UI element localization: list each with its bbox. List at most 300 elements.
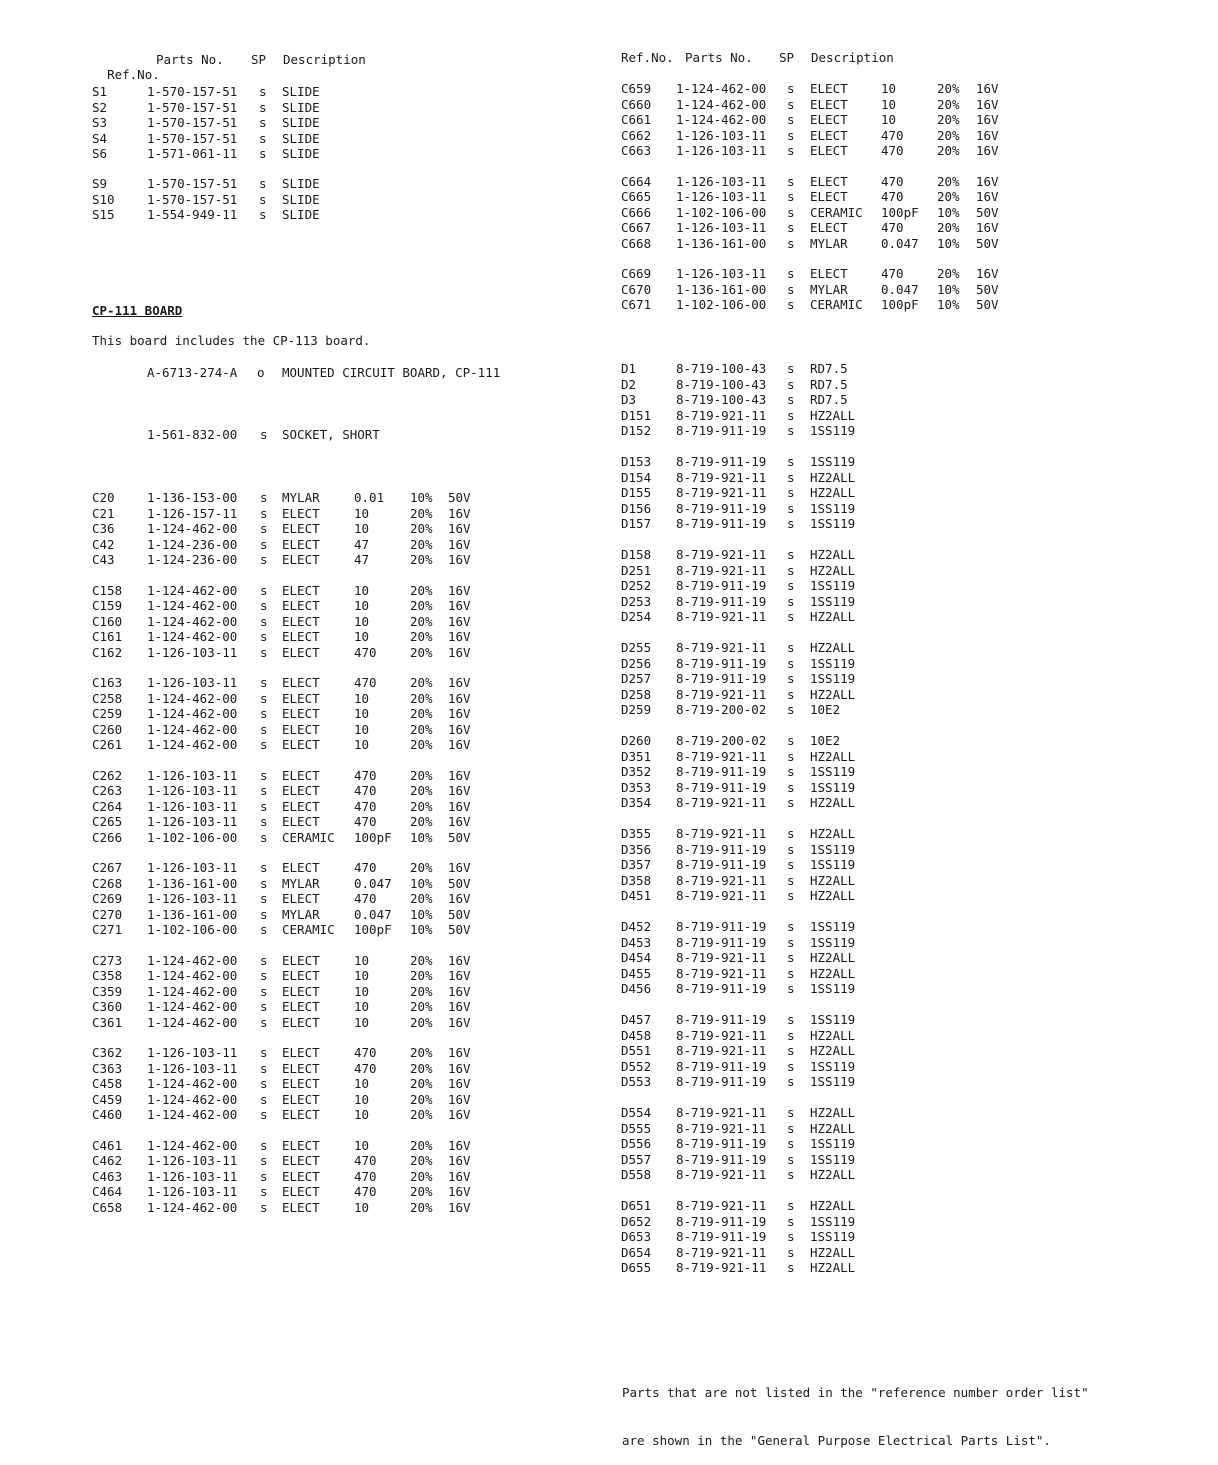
sp: s xyxy=(787,1244,795,1260)
cap-row-c666 xyxy=(621,205,1081,221)
mounted-description: MOUNTED CIRCUIT BOARD, CP-111 xyxy=(282,365,501,380)
ref-no: D552 xyxy=(621,1058,652,1074)
value: 10 xyxy=(354,690,370,706)
sp: s xyxy=(787,469,795,485)
parts-no: 1-126-103-11 xyxy=(147,814,238,829)
parts-no: 1-102-106-00 xyxy=(676,297,767,312)
ref-no: C158 xyxy=(92,582,123,598)
parts-no: 8-719-911-19 xyxy=(676,764,767,779)
sp: s xyxy=(787,981,795,996)
voltage: 16V xyxy=(448,505,471,521)
ref-no: D351 xyxy=(621,748,652,764)
cap-row-c267 xyxy=(92,860,552,876)
ref-no: C462 xyxy=(92,1153,123,1168)
diode-row-d3 xyxy=(621,392,1081,408)
description: HZ2ALL xyxy=(810,1120,856,1136)
ref-no: D158 xyxy=(621,547,652,562)
sp: s xyxy=(260,1045,268,1060)
value: 470 xyxy=(354,783,377,798)
description: HZ2ALL xyxy=(810,1198,856,1213)
description: ELECT xyxy=(282,1184,320,1199)
value: 470 xyxy=(354,1184,377,1199)
footer-note-line-1: Parts that are not listed in the "reference number order list" xyxy=(622,1385,1089,1400)
voltage: 16V xyxy=(448,1060,471,1076)
cap-row-c361 xyxy=(92,1015,552,1031)
sp: s xyxy=(787,376,795,392)
description: 1SS119 xyxy=(810,593,856,609)
sp: s xyxy=(787,1058,795,1074)
parts-no: 1-124-462-00 xyxy=(147,629,238,644)
value: 470 xyxy=(354,767,377,783)
parts-no: 1-554-949-11 xyxy=(147,207,238,222)
description: ELECT xyxy=(282,629,320,644)
mounted-board-row xyxy=(147,365,567,381)
tolerance: 20% xyxy=(410,1107,433,1122)
parts-no: 1-126-103-11 xyxy=(676,189,767,204)
sp: s xyxy=(787,1043,795,1058)
parts-no: 1-126-103-11 xyxy=(147,1060,238,1076)
diode-row-d257 xyxy=(621,671,1081,687)
description: HZ2ALL xyxy=(810,609,856,624)
description: ELECT xyxy=(282,644,320,660)
sp: s xyxy=(787,407,795,423)
ref-no: C358 xyxy=(92,968,123,983)
description: RD7.5 xyxy=(810,392,848,407)
parts-no: 8-719-911-19 xyxy=(676,454,767,469)
ref-no: D558 xyxy=(621,1167,652,1182)
value: 10 xyxy=(354,737,370,752)
ref-no: D157 xyxy=(621,516,652,531)
cap-row-c669 xyxy=(621,266,1081,282)
parts-no: 1-124-236-00 xyxy=(147,536,238,552)
cap-row-c667 xyxy=(621,220,1081,236)
parts-no: 8-719-921-11 xyxy=(676,1105,767,1120)
parts-no: 1-124-462-00 xyxy=(147,1091,238,1107)
sp: s xyxy=(787,609,795,624)
parts-no: 1-126-103-11 xyxy=(147,644,238,660)
tolerance: 20% xyxy=(410,1137,433,1153)
tolerance: 20% xyxy=(937,96,960,112)
tolerance: 20% xyxy=(937,189,960,204)
parts-no: 1-124-462-00 xyxy=(147,721,238,737)
parts-no: 1-124-462-00 xyxy=(147,737,238,752)
ref-no: D151 xyxy=(621,407,652,423)
description: 1SS119 xyxy=(810,1229,856,1244)
parts-no: 1-124-462-00 xyxy=(147,968,238,983)
diode-row-d255 xyxy=(621,640,1081,656)
parts-no: 8-719-911-19 xyxy=(676,779,767,795)
description: 1SS119 xyxy=(810,1012,856,1027)
sp: s xyxy=(259,130,267,146)
parts-no: 8-719-911-19 xyxy=(676,841,767,857)
value: 470 xyxy=(354,644,377,660)
ref-no: D453 xyxy=(621,934,652,950)
ref-no: C662 xyxy=(621,127,652,143)
cap-row-c273 xyxy=(92,953,552,969)
description: ELECT xyxy=(282,814,320,829)
voltage: 16V xyxy=(448,1199,471,1215)
value: 0.047 xyxy=(881,281,919,297)
cap-row-c264 xyxy=(92,799,552,815)
value: 10 xyxy=(354,1091,370,1107)
description: MYLAR xyxy=(282,490,320,505)
sp: s xyxy=(787,454,795,469)
parts-no: 1-570-157-51 xyxy=(147,84,238,99)
ref-no: D557 xyxy=(621,1151,652,1167)
sp: s xyxy=(260,922,268,937)
description: HZ2ALL xyxy=(810,1260,856,1275)
cap-row-c671 xyxy=(621,297,1081,313)
description: ELECT xyxy=(282,1107,320,1122)
value: 10 xyxy=(354,706,370,721)
voltage: 16V xyxy=(448,706,471,721)
diode-row-d556 xyxy=(621,1136,1081,1152)
ref-no: C163 xyxy=(92,675,123,690)
description: HZ2ALL xyxy=(810,826,856,841)
ref-no: C670 xyxy=(621,281,652,297)
diode-row-d1 xyxy=(621,361,1081,377)
description: 1SS119 xyxy=(810,1058,856,1074)
diode-row-d353 xyxy=(621,780,1081,796)
ref-no: C658 xyxy=(92,1199,123,1215)
description: ELECT xyxy=(282,1060,320,1076)
diode-row-d260 xyxy=(621,733,1081,749)
parts-no: 8-719-911-19 xyxy=(676,1151,767,1167)
sp: s xyxy=(260,814,268,829)
sp: s xyxy=(260,1199,268,1215)
tolerance: 20% xyxy=(410,706,433,721)
ref-no: C43 xyxy=(92,552,115,567)
value: 10 xyxy=(354,1107,370,1122)
description: HZ2ALL xyxy=(810,1105,856,1120)
diode-row-d151 xyxy=(621,408,1081,424)
sp: s xyxy=(259,115,267,130)
ref-no: D1 xyxy=(621,361,637,376)
diode-row-d259 xyxy=(621,702,1081,718)
ref-no: D452 xyxy=(621,919,652,934)
parts-no: 8-719-921-11 xyxy=(676,469,767,485)
ref-no: C264 xyxy=(92,798,123,814)
parts-no: 8-719-921-11 xyxy=(676,1244,767,1260)
sp: s xyxy=(259,99,267,115)
description: MYLAR xyxy=(282,906,320,922)
ref-no: C258 xyxy=(92,690,123,706)
ref-no: C20 xyxy=(92,490,115,505)
right-header-sp: SP xyxy=(779,50,795,65)
tolerance: 20% xyxy=(410,968,433,983)
sp: s xyxy=(787,826,795,841)
ref-no: C271 xyxy=(92,922,123,937)
description: ELECT xyxy=(282,505,320,521)
description: ELECT xyxy=(282,952,320,968)
ref-no: C459 xyxy=(92,1091,123,1107)
cap-row-c36 xyxy=(92,521,552,537)
description: ELECT xyxy=(282,613,320,629)
ref-no: S4 xyxy=(92,130,108,146)
description: HZ2ALL xyxy=(810,1167,856,1182)
diode-row-d154 xyxy=(621,470,1081,486)
ref-no: D256 xyxy=(621,655,652,671)
sp: s xyxy=(260,968,268,983)
ref-no: C42 xyxy=(92,536,115,552)
parts-no: 1-126-103-11 xyxy=(147,1184,238,1199)
description: CERAMIC xyxy=(810,204,863,220)
ref-no: D454 xyxy=(621,950,652,965)
ref-no: D357 xyxy=(621,857,652,872)
parts-no: 8-719-200-02 xyxy=(676,733,767,748)
parts-no: 1-124-462-00 xyxy=(147,706,238,721)
sp: s xyxy=(787,500,795,516)
description: 1SS119 xyxy=(810,779,856,795)
tolerance: 20% xyxy=(410,582,433,598)
sp: s xyxy=(787,485,795,500)
diode-row-d555 xyxy=(621,1121,1081,1137)
description: HZ2ALL xyxy=(810,562,856,578)
description: ELECT xyxy=(282,552,320,567)
left-header-desc: Description xyxy=(283,52,366,67)
parts-no: 1-102-106-00 xyxy=(147,829,238,845)
ref-no: D253 xyxy=(621,593,652,609)
parts-no: 8-719-911-19 xyxy=(676,919,767,934)
description: HZ2ALL xyxy=(810,686,856,702)
description: 10E2 xyxy=(810,733,841,748)
sp: s xyxy=(787,81,795,96)
description: ELECT xyxy=(282,860,320,875)
ref-no: D356 xyxy=(621,841,652,857)
cap-row-c459 xyxy=(92,1092,552,1108)
parts-no: 8-719-100-43 xyxy=(676,376,767,392)
ref-no: D551 xyxy=(621,1043,652,1058)
description: SLIDE xyxy=(282,99,320,115)
sp: s xyxy=(260,1014,268,1030)
value: 100pF xyxy=(354,922,392,937)
sp: s xyxy=(787,795,795,810)
sp: s xyxy=(787,1120,795,1136)
voltage: 50V xyxy=(976,235,999,251)
sp: s xyxy=(260,999,268,1014)
ref-no: C21 xyxy=(92,505,115,521)
sp: s xyxy=(787,1198,795,1213)
description: 1SS119 xyxy=(810,764,856,779)
ref-no: C362 xyxy=(92,1045,123,1060)
value: 10 xyxy=(354,1199,370,1215)
tolerance: 10% xyxy=(410,906,433,922)
description: HZ2ALL xyxy=(810,485,856,500)
parts-no: 1-571-061-11 xyxy=(147,146,238,161)
value: 10 xyxy=(354,721,370,737)
sp: s xyxy=(787,1229,795,1244)
sp: s xyxy=(787,220,795,235)
voltage: 16V xyxy=(448,814,471,829)
sp: s xyxy=(787,919,795,934)
ref-no: C461 xyxy=(92,1137,123,1153)
parts-no: 8-719-911-19 xyxy=(676,934,767,950)
diode-row-d252 xyxy=(621,578,1081,594)
parts-no: 8-719-911-19 xyxy=(676,1229,767,1244)
parts-no: 1-126-103-11 xyxy=(147,783,238,798)
ref-no: D451 xyxy=(621,888,652,903)
diode-row-d651 xyxy=(621,1198,1081,1214)
value: 10 xyxy=(354,999,370,1014)
description: RD7.5 xyxy=(810,361,848,376)
description: SLIDE xyxy=(282,115,320,130)
value: 470 xyxy=(354,798,377,814)
sp: s xyxy=(260,706,268,721)
ref-no: D156 xyxy=(621,500,652,516)
description: 10E2 xyxy=(810,702,841,717)
parts-no: 8-719-100-43 xyxy=(676,392,767,407)
sp: s xyxy=(787,516,795,531)
socket-description: SOCKET, SHORT xyxy=(282,427,380,442)
sp: s xyxy=(260,952,268,968)
ref-no: C160 xyxy=(92,613,123,629)
description: ELECT xyxy=(282,521,320,536)
sp: s xyxy=(787,266,795,281)
sp: s xyxy=(787,702,795,717)
description: SLIDE xyxy=(282,146,320,161)
cap-row-c261 xyxy=(92,737,552,753)
ref-no: D456 xyxy=(621,981,652,996)
sp: s xyxy=(260,690,268,706)
sp: s xyxy=(260,1153,268,1168)
tolerance: 20% xyxy=(410,721,433,737)
description: 1SS119 xyxy=(810,671,856,686)
cap-row-c266 xyxy=(92,830,552,846)
voltage: 16V xyxy=(448,1137,471,1153)
tolerance: 20% xyxy=(410,505,433,521)
tolerance: 10% xyxy=(937,204,960,220)
sp: s xyxy=(260,1076,268,1091)
left-header-sp: SP xyxy=(251,52,267,67)
ref-no: C361 xyxy=(92,1014,123,1030)
sp: s xyxy=(787,888,795,903)
parts-no: 8-719-911-19 xyxy=(676,655,767,671)
diode-row-d557 xyxy=(621,1152,1081,1168)
diode-row-d454 xyxy=(621,950,1081,966)
ref-no: C159 xyxy=(92,598,123,613)
sp: s xyxy=(260,906,268,922)
value: 470 xyxy=(354,1153,377,1168)
ref-no: D353 xyxy=(621,779,652,795)
ref-no: C666 xyxy=(621,204,652,220)
switch-row-s2 xyxy=(92,100,552,116)
tolerance: 20% xyxy=(410,613,433,629)
description: ELECT xyxy=(810,266,848,281)
left-header-ref: Ref.No. xyxy=(107,67,160,82)
voltage: 16V xyxy=(448,798,471,814)
ref-no: C360 xyxy=(92,999,123,1014)
parts-no: 1-126-103-11 xyxy=(147,1153,238,1168)
sp: s xyxy=(787,112,795,127)
cap-row-c659 xyxy=(621,81,1081,97)
ref-no: D553 xyxy=(621,1074,652,1089)
description: SLIDE xyxy=(282,84,320,99)
voltage: 50V xyxy=(976,297,999,312)
cap-row-c260 xyxy=(92,722,552,738)
diode-row-d652 xyxy=(621,1214,1081,1230)
parts-no: 8-719-911-19 xyxy=(676,671,767,686)
sp: s xyxy=(787,779,795,795)
switch-row-s1 xyxy=(92,84,552,100)
parts-no: 1-126-103-11 xyxy=(147,1045,238,1060)
parts-no: 8-719-911-19 xyxy=(676,1136,767,1151)
parts-no: 1-136-161-00 xyxy=(676,235,767,251)
parts-no: 8-719-921-11 xyxy=(676,826,767,841)
parts-no: 8-719-921-11 xyxy=(676,950,767,965)
cap-row-c360 xyxy=(92,999,552,1015)
description: CERAMIC xyxy=(282,829,335,845)
value: 470 xyxy=(354,1060,377,1076)
sp: s xyxy=(259,146,267,161)
tolerance: 20% xyxy=(410,552,433,567)
sp: s xyxy=(260,490,268,505)
description: ELECT xyxy=(282,1137,320,1153)
voltage: 16V xyxy=(448,1014,471,1030)
description: ELECT xyxy=(282,798,320,814)
parts-no: 1-124-462-00 xyxy=(147,999,238,1014)
switch-row-s4 xyxy=(92,131,552,147)
value: 0.047 xyxy=(881,235,919,251)
voltage: 16V xyxy=(976,220,999,235)
parts-no: 1-126-103-11 xyxy=(676,143,767,158)
description: ELECT xyxy=(282,598,320,613)
tolerance: 20% xyxy=(937,266,960,281)
parts-no: 1-136-153-00 xyxy=(147,490,238,505)
sp: s xyxy=(787,547,795,562)
ref-no: C458 xyxy=(92,1076,123,1091)
tolerance: 20% xyxy=(410,1184,433,1199)
diode-row-d653 xyxy=(621,1229,1081,1245)
parts-no: 1-124-462-00 xyxy=(147,1137,238,1153)
value: 100pF xyxy=(354,829,392,845)
voltage: 50V xyxy=(448,829,471,845)
left-header xyxy=(92,52,160,82)
tolerance: 20% xyxy=(410,690,433,706)
sp: s xyxy=(260,505,268,521)
ref-no: D358 xyxy=(621,872,652,888)
parts-no: 1-126-103-11 xyxy=(147,767,238,783)
sp: s xyxy=(787,1074,795,1089)
value: 0.047 xyxy=(354,906,392,922)
description: ELECT xyxy=(282,737,320,752)
value: 0.047 xyxy=(354,875,392,891)
description: ELECT xyxy=(282,675,320,690)
ref-no: C663 xyxy=(621,143,652,158)
cap-row-c158 xyxy=(92,583,552,599)
sp: s xyxy=(260,1091,268,1107)
ref-no: C659 xyxy=(621,81,652,96)
sp: s xyxy=(260,629,268,644)
description: ELECT xyxy=(282,783,320,798)
description: 1SS119 xyxy=(810,919,856,934)
voltage: 50V xyxy=(448,875,471,891)
cap-row-c160 xyxy=(92,614,552,630)
value: 470 xyxy=(354,1045,377,1060)
parts-no: 1-102-106-00 xyxy=(147,922,238,937)
description: 1SS119 xyxy=(810,981,856,996)
ref-no: D3 xyxy=(621,392,637,407)
value: 470 xyxy=(881,143,904,158)
diode-row-d352 xyxy=(621,764,1081,780)
sp: s xyxy=(787,655,795,671)
switch-row-s3 xyxy=(92,115,552,131)
ref-no: C668 xyxy=(621,235,652,251)
sp: s xyxy=(260,829,268,845)
description: MYLAR xyxy=(282,875,320,891)
value: 10 xyxy=(354,983,370,999)
sp: s xyxy=(787,640,795,655)
voltage: 50V xyxy=(448,490,471,505)
